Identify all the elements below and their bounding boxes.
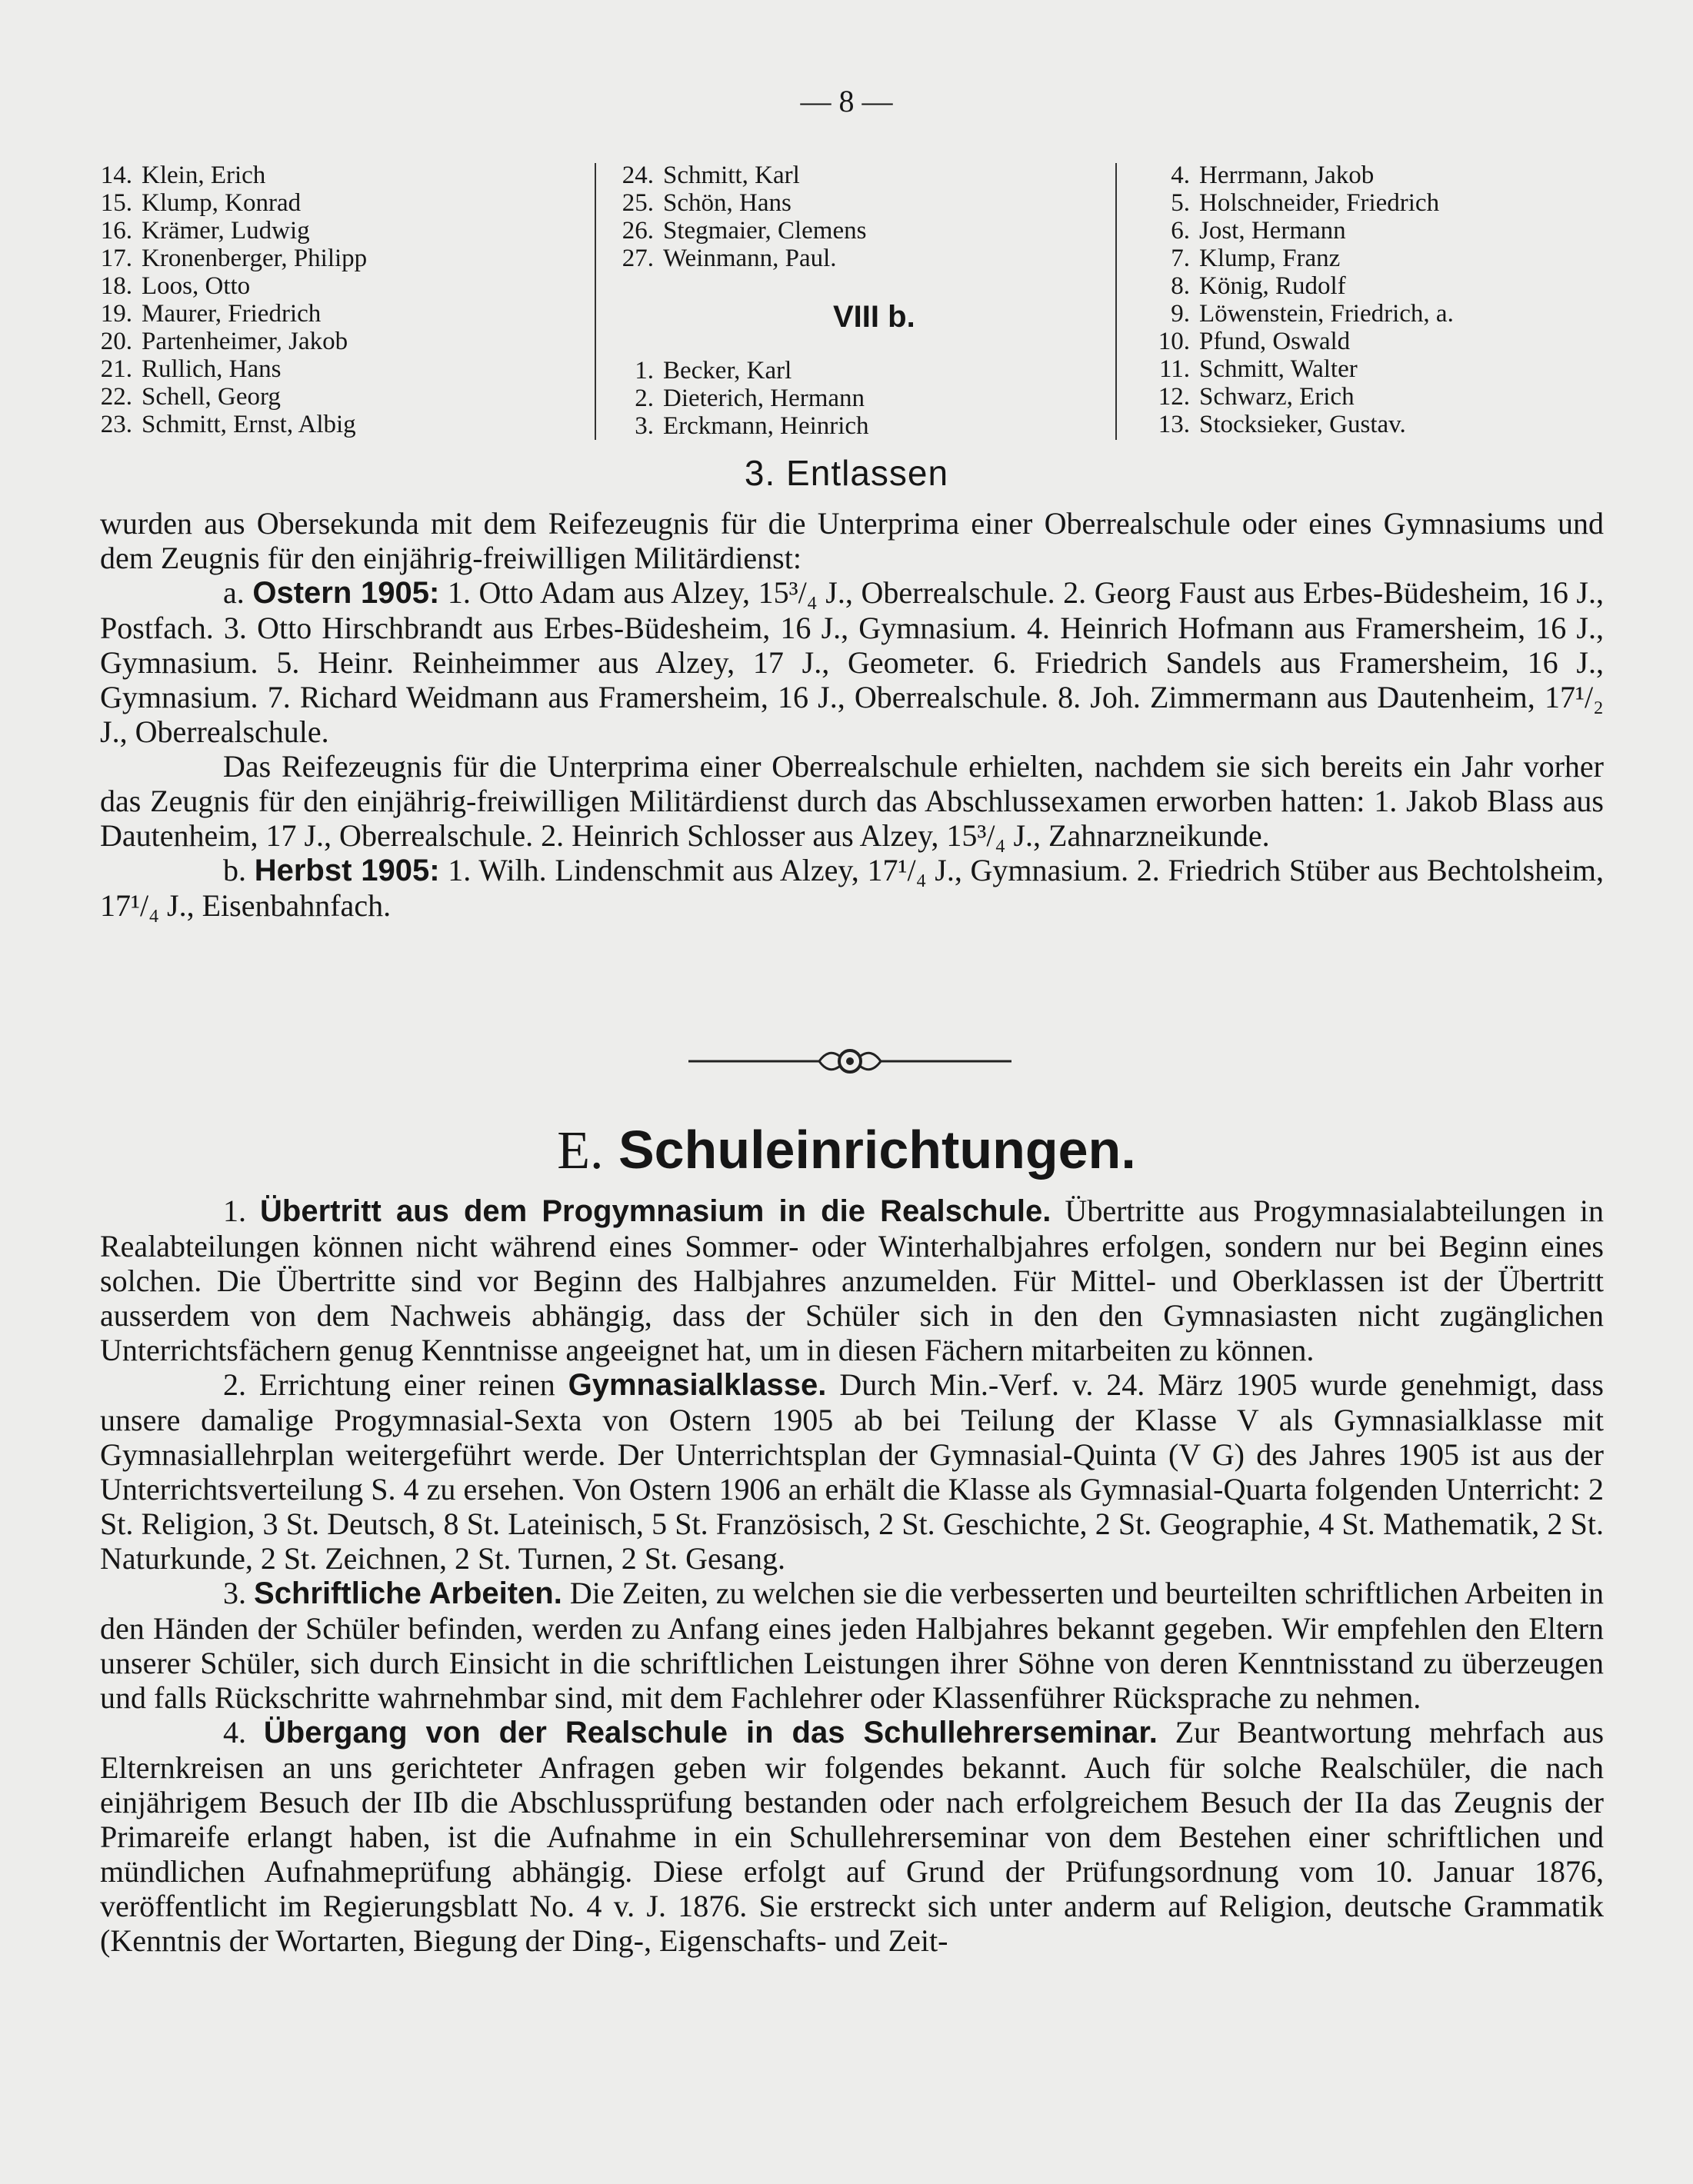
list-item: 20. Partenheimer, Jakob bbox=[100, 328, 348, 355]
list-item: 4. Herrmann, Jakob bbox=[1171, 161, 1375, 189]
column-divider bbox=[1115, 163, 1117, 440]
list-item: 13. Stocksieker, Gustav. bbox=[1158, 411, 1406, 438]
page-number: — 8 — bbox=[800, 84, 893, 118]
paragraph-1: 1. Übertritt aus dem Progymnasium in die Realschule. Übertritte aus Progymnasialabteilungen in Realabteilungen können nicht während eines Sommer- oder Winterhalbjahres erfolgen, sondern nur bei Beginn eines solchen. Die Übertritte sind vor Beginn des Halbjahres anzumelden. Für Mittel- und Oberklassen ist der Übertritt ausserdem von dem Nachweis abhängig, dass der Schüler sich in den den Gymnasiasten nicht zugänglichen Unterrichtsfächern genug Kenntnisse angeeignet hat, um in diesen Fächern mitarbeiten zu können. bbox=[100, 1194, 1604, 1367]
paragraph-4: 4. Übergang von der Realschule in das Schullehrerseminar. Zur Beantwortung mehrfach aus Elternkreisen an uns gerichteter Anfragen geben wir folgendes bekannt. Auch für solche Realschüler, die nach einjährigem Besuch der IIb die Abschlussprüfung bestanden oder nach erfolgreichem Besuch der IIa das Zeugnis der Primareife erlangt haben, ist die Aufnahme in ein Schullehrerseminar von dem Bestehen einer schriftlichen und mündlichen Aufnahmeprüfung abhängig. Diese erfolgt auf Grund der Prüfungsordnung vom 10. Januar 1876, veröffentlicht im Regierungsblatt No. 4 v. J. 1876. Sie erstreckt sich unter anderm auf Religion, deutsche Grammatik (Kenntnis der Wortarten, Biegung der Ding-, Eigenschafts- und Zeit- bbox=[100, 1715, 1605, 1958]
list-item: 23. Schmitt, Ernst, Albig bbox=[100, 411, 356, 438]
list-item: 9. Löwenstein, Friedrich, a. bbox=[1171, 300, 1454, 328]
list-item: 11. Schmitt, Walter bbox=[1158, 355, 1358, 383]
list-item: 27. Weinmann, Paul. bbox=[622, 245, 837, 272]
list-item: 18. Loos, Otto bbox=[100, 272, 251, 300]
list-item: 15. Klump, Konrad bbox=[100, 189, 302, 217]
list-item: 5. Holschneider, Friedrich bbox=[1171, 189, 1440, 217]
paragraph-2: 2. Errichtung einer reinen Gymnasialklasse. Durch Min.-Verf. v. 24. März 1905 wurde genehmigt, dass unsere damalige Progymnasial-Sexta von Ostern 1905 ab bei Teilung der Klasse V als Gymnasialklasse mit Gymnasiallehrplan weitergeführt werde. Der Unterrichtsplan der Gymnasial-Quinta (V G) des Jahres 1905 ist aus der Unterrichtsverteilung S. 4 zu ersehen. Von Ostern 1906 an erhält die Klasse als Gymnasial-Quarta folgenden Unterricht: 2 St. Religion, 3 St. Deutsch, 8 St. Lateinisch, 5 St. Französisch, 2 St. Geschichte, 2 St. Geographie, 4 St. Mathematik, 2 St. Naturkunde, 2 St. Zeichnen, 2 St. Turnen, 2 St. Gesang. bbox=[100, 1367, 1604, 1576]
class-list-column-1 bbox=[100, 161, 577, 438]
list-item: 17. Kronenberger, Philipp bbox=[100, 245, 368, 272]
list-item: 22. Schell, Georg bbox=[100, 383, 281, 411]
section-title: E. Schuleinrichtungen. bbox=[557, 1120, 1136, 1180]
list-item: 19. Maurer, Friedrich bbox=[100, 300, 322, 328]
list-item: 3. Erckmann, Heinrich bbox=[635, 412, 869, 440]
entlassen-herbst: b. Herbst 1905: 1. Wilh. Lindenschmit aus Alzey, 17¹/₄ J., Gymnasium. 2. Friedrich Stüber aus Bechtolsheim, 17¹/₄ J., Eisenbahnfach. bbox=[100, 853, 1605, 923]
list-item: 12. Schwarz, Erich bbox=[1158, 383, 1355, 411]
class-list-column-2 bbox=[622, 161, 1098, 440]
entlassen-heading: 3. Entlassen bbox=[744, 453, 949, 493]
class-list-column-3 bbox=[1158, 161, 1650, 438]
list-item: 21. Rullich, Hans bbox=[100, 355, 282, 383]
schuleinrichtungen-body bbox=[100, 1194, 1604, 1958]
paragraph-3: 3. Schriftliche Arbeiten. Die Zeiten, zu welchen sie die verbesserten und beurteilten schriftlichen Arbeiten in den Händen der Schüler befinden, werden zu Anfang eines jeden Halbjahres bekannt gegeben. Wir empfehlen den Eltern unserer Schüler, sich durch Einsicht in die schriftlichen Leistungen ihrer Söhne von deren Kenntnisstand zu überzeugen und falls Rückschritte wahrnehmbar sind, mit dem Fachlehrer oder Klassenführer Rücksprache zu nehmen. bbox=[100, 1576, 1604, 1715]
list-item: 6. Jost, Hermann bbox=[1171, 217, 1346, 245]
list-item: 10. Pfund, Oswald bbox=[1158, 328, 1351, 355]
list-item: 7. Klump, Franz bbox=[1171, 245, 1341, 272]
ornament-divider-icon bbox=[688, 1042, 1011, 1080]
list-item: 1. Becker, Karl bbox=[635, 357, 792, 385]
entlassen-ostern: a. Ostern 1905: 1. Otto Adam aus Alzey, 15³/₄ J., Oberrealschule. 2. Georg Faust aus Erbes-Büdesheim, 16 J., Postfach. 3. Otto Hirschbrandt aus Erbes-Büdesheim, 16 J., Gymnasium. 4. Heinrich Hofmann aus Framersheim, 16 J., Gymnasium. 5. Heinr. Reinheimmer aus Alzey, 17 J., Geometer. 6. Friedrich Sandels aus Framersheim, 16 J., Gymnasium. 7. Richard Weidmann aus Framersheim, 16 J., Oberrealschule. 8. Joh. Zimmermann aus Dautenheim, 17¹/₂ J., Oberrealschule. bbox=[100, 575, 1604, 749]
list-item: 25. Schön, Hans bbox=[622, 189, 792, 217]
list-item: 14. Klein, Erich bbox=[100, 161, 266, 189]
list-item: 26. Stegmaier, Clemens bbox=[622, 217, 867, 245]
class-heading: VIII b. bbox=[833, 300, 915, 334]
list-item: 2. Dieterich, Hermann bbox=[635, 385, 865, 412]
entlassen-reifezeugnis: Das Reifezeugnis für die Unterprima einer Oberrealschule erhielten, nachdem sie sich bereits ein Jahr vorher das Zeugnis für den einjährig-freiwilligen Militärdienst durch das Abschlussexamen erworben hatten: 1. Jakob Blass aus Dautenheim, 17 J., Oberrealschule. 2. Heinrich Schlosser aus Alzey, 15³/₄ J., Zahnarzneikunde. bbox=[100, 749, 1604, 853]
entlassen-body bbox=[100, 506, 1604, 923]
list-item: 16. Krämer, Ludwig bbox=[100, 217, 310, 245]
entlassen-intro: wurden aus Obersekunda mit dem Reifezeugnis für die Unterprima einer Oberrealschule oder eines Gymnasiums und dem Zeugnis für den einjährig-freiwilligen Militärdienst: bbox=[100, 506, 1604, 575]
list-item: 8. König, Rudolf bbox=[1171, 272, 1346, 300]
list-item: 24. Schmitt, Karl bbox=[622, 161, 800, 189]
column-divider bbox=[595, 163, 596, 440]
